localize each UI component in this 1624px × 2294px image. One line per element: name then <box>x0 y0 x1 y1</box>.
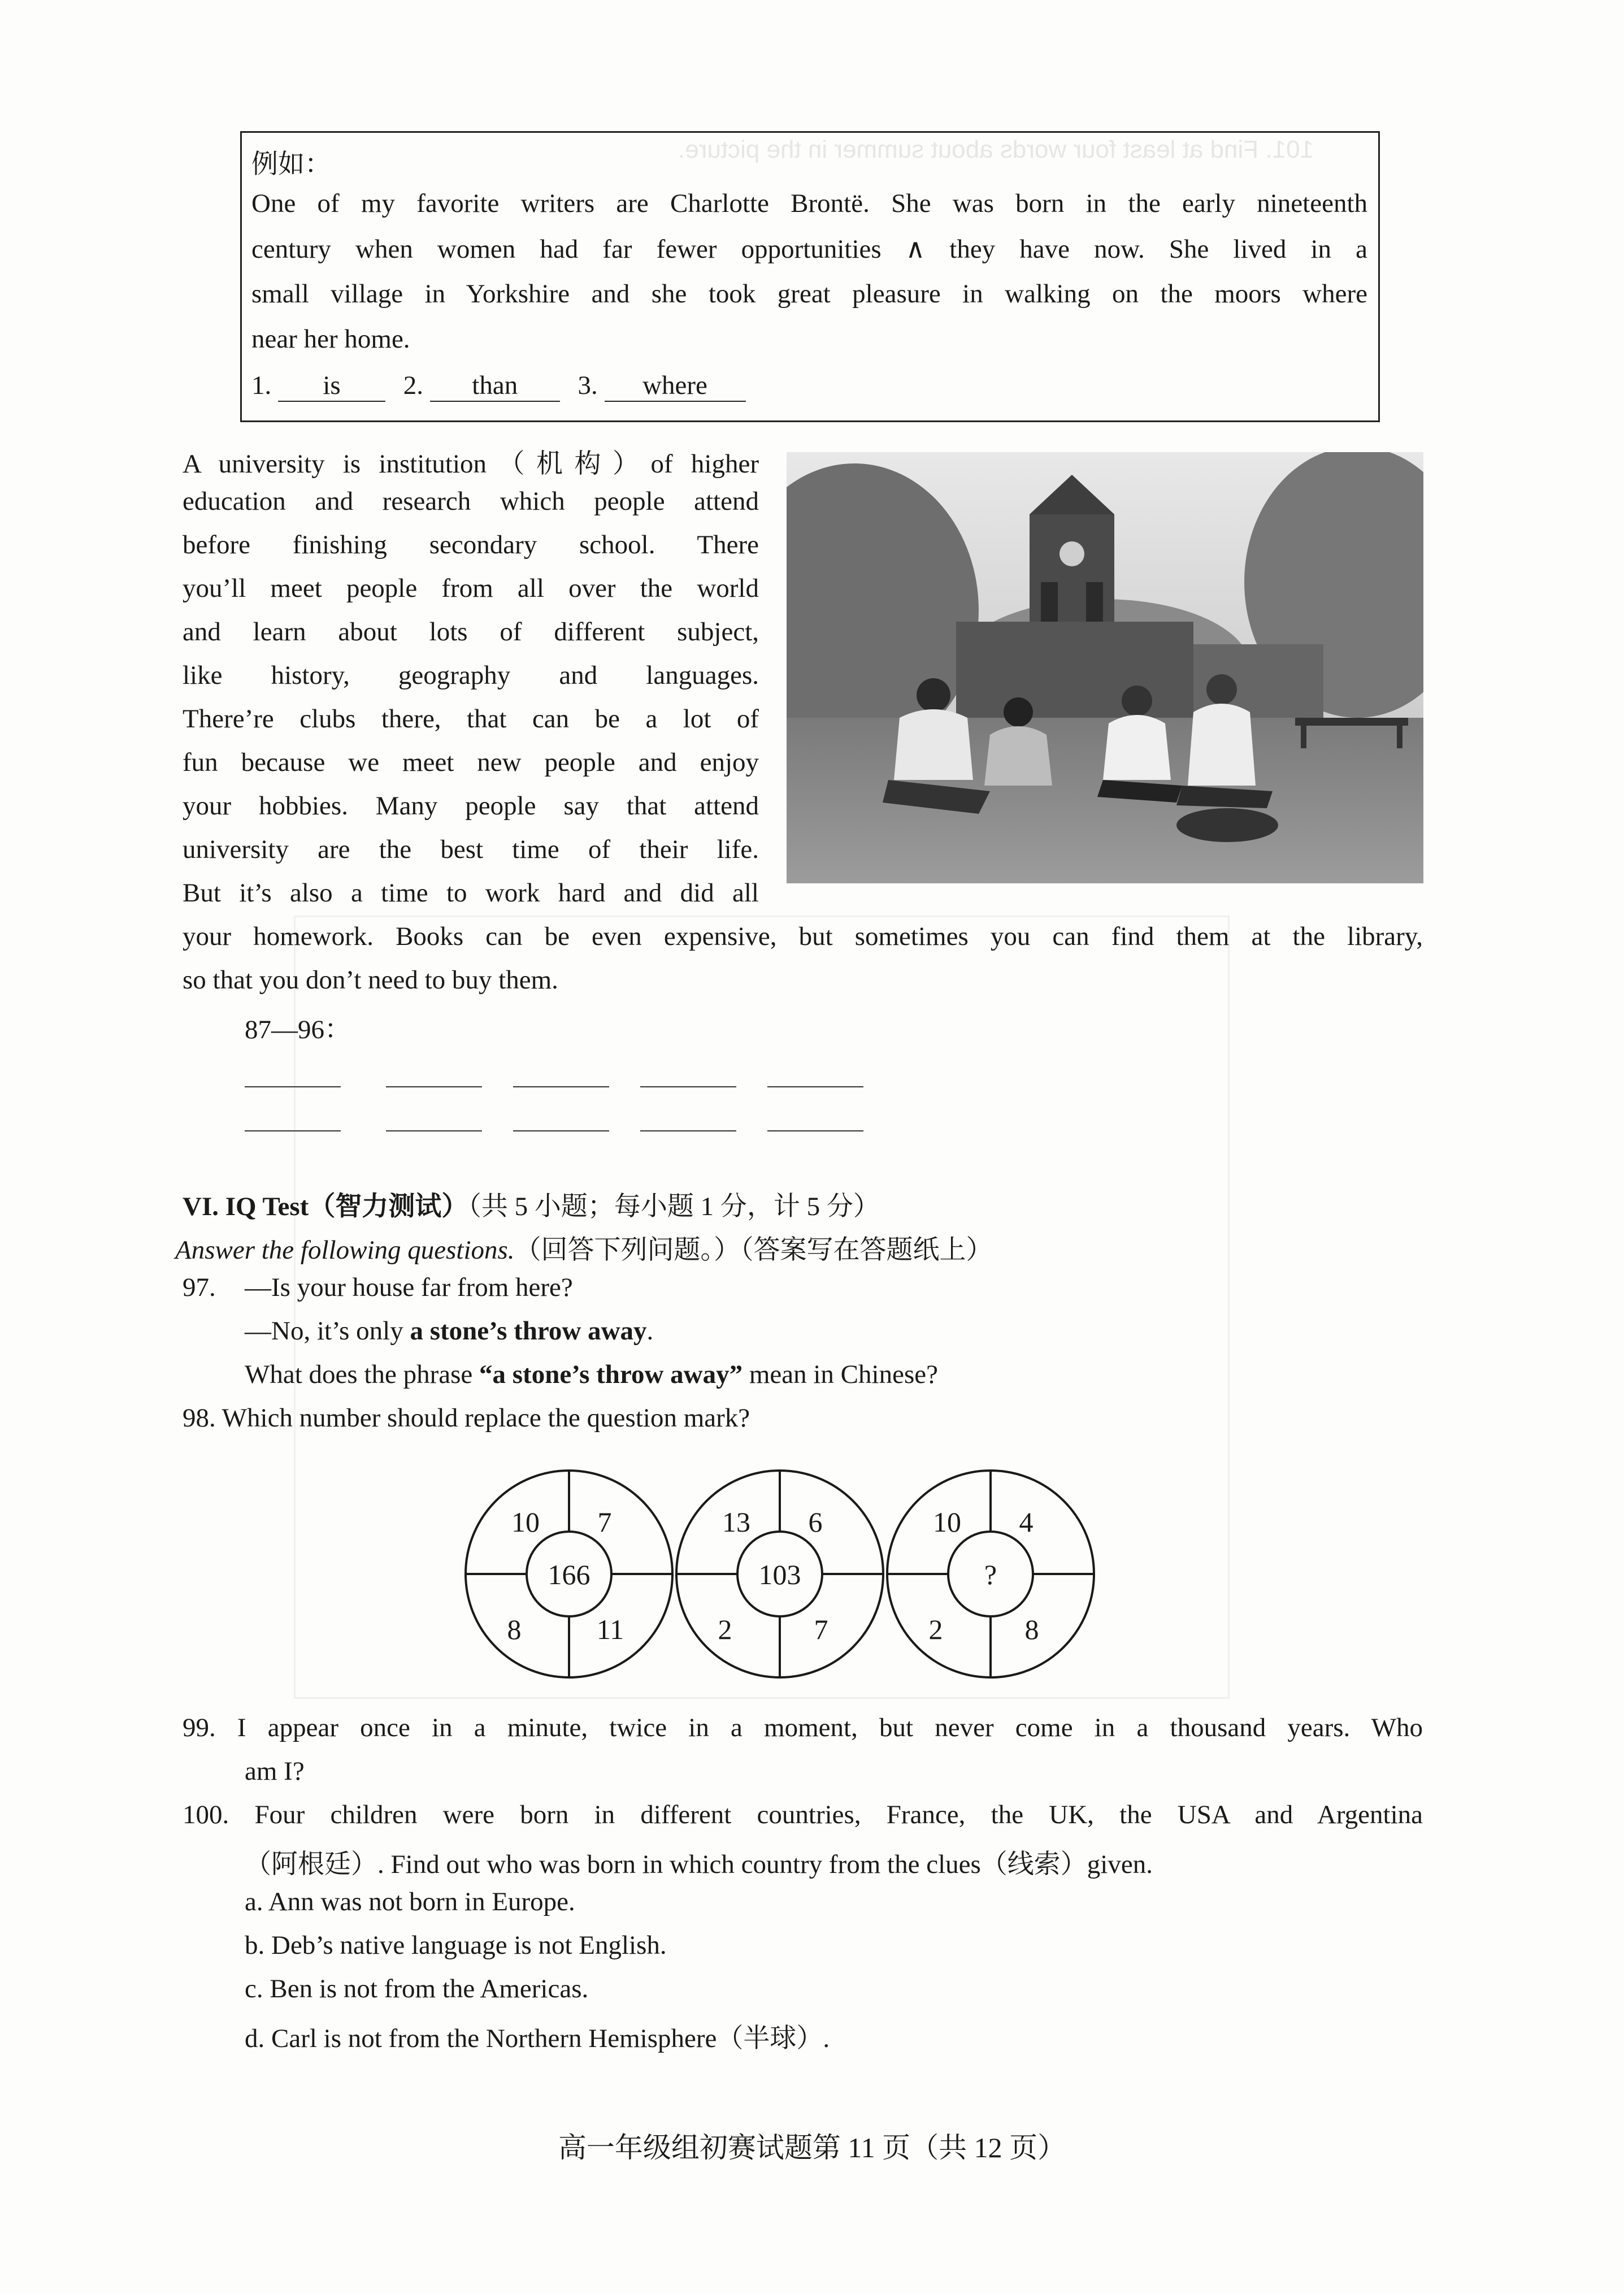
circle-1-bottom-left: 8 <box>507 1614 522 1645</box>
circle-2-center: 103 <box>758 1559 801 1590</box>
q98-circle-diagram <box>463 1467 1096 1681</box>
q99-line-2: am I? <box>245 1757 305 1786</box>
q98-text: 98. Which number should replace the question mark? <box>183 1403 750 1433</box>
q100-clue-b: b. Deb’s native language is not English. <box>245 1931 667 1960</box>
passage-line-4: you’ll meet people from all over the world <box>183 574 759 603</box>
circle-2-bottom-right: 7 <box>814 1614 828 1645</box>
passage-full-line-1: your homework. Books can be even expensive, but sometimes you can find them at the library, <box>183 922 1423 951</box>
circle-1-top-left: 10 <box>511 1506 540 1538</box>
passage-line-2: education and research which people attend <box>183 487 759 516</box>
q100-clue-d: d. Carl is not from the Northern Hemisphere（半球）. <box>245 2024 830 2053</box>
circle-3-bottom-left: 2 <box>928 1614 943 1645</box>
circle-1-bottom-right: 11 <box>596 1614 624 1645</box>
q97-line-1: —Is your house far from here? <box>245 1273 573 1302</box>
q100-clue-c: c. Ben is not from the Americas. <box>245 1974 589 2004</box>
answer-line <box>245 1130 341 1131</box>
section-6-instruction: Answer the following questions.（回答下列问题。）（答案写在答题纸上） <box>175 1235 993 1265</box>
example-line-1: One of my favorite writers are Charlotte Brontë. She was born in the early nineteenth <box>251 189 1367 218</box>
circle-1-center: 166 <box>548 1559 590 1590</box>
answer-line <box>245 1086 341 1087</box>
passage-full-line-2: so that you don’t need to buy them. <box>183 965 558 995</box>
passage-line-10: university are the best time of their life. <box>183 835 759 864</box>
example-answers: 1. is 2. than 3. where <box>251 370 746 402</box>
circle-2-top-right: 6 <box>808 1506 823 1538</box>
example-line-3: small village in Yorkshire and she took great pleasure in walking on the moors where <box>251 279 1367 309</box>
passage-line-6: like history, geography and languages. <box>183 661 759 690</box>
q100-line-2: （阿根廷）. Find out who was born in which country from the clues（线索）given. <box>245 1850 1153 1879</box>
passage-line-11: But it’s also a time to work hard and did all <box>183 878 759 908</box>
q97-line-3: What does the phrase “a stone’s throw away” mean in Chinese? <box>245 1360 938 1389</box>
example-box <box>240 131 1380 422</box>
example-answer-1: is <box>278 370 385 402</box>
q100-clue-a: a. Ann was not born in Europe. <box>245 1887 575 1916</box>
q97-line-2: —No, it’s only a stone’s throw away. <box>245 1316 654 1346</box>
answer-line <box>513 1130 609 1131</box>
circle-3-top-left: 10 <box>933 1506 961 1538</box>
passage-line-3: before finishing secondary school. There <box>183 530 759 560</box>
answer-line <box>386 1130 482 1131</box>
q100-line-1: 100. Four children were born in different countries, France, the UK, the USA and Argentina <box>183 1800 1423 1829</box>
passage-line-1: A university is institution（机构）of higher <box>183 449 759 479</box>
answer-line <box>513 1086 609 1087</box>
section-6-heading: VI. IQ Test（智力测试）（共 5 小题；每小题 1 分，计 5 分） <box>183 1192 880 1221</box>
passage-line-7: There’re clubs there, that can be a lot of <box>183 704 759 734</box>
passage-line-9: your hobbies. Many people say that attend <box>183 791 759 821</box>
example-label: 例如： <box>251 150 331 179</box>
page-footer: 高一年级组初赛试题第 11 页（共 12 页） <box>558 2132 1066 2163</box>
circle-3-top-right: 4 <box>1019 1506 1034 1538</box>
q99-line-1: 99. I appear once in a minute, twice in a moment, but never come in a thousand years. Who <box>183 1713 1423 1742</box>
answer-label-87-96: 87—96： <box>245 1015 351 1044</box>
circle-2-bottom-left: 2 <box>718 1614 732 1645</box>
example-answer-2: than <box>430 370 560 402</box>
university-photo <box>787 452 1423 883</box>
answer-line <box>767 1086 863 1087</box>
answer-line <box>640 1130 736 1131</box>
answer-line <box>386 1086 482 1087</box>
passage-line-5: and learn about lots of different subject, <box>183 617 759 647</box>
university-photo-illustration <box>787 452 1423 883</box>
example-line-2: century when women had far fewer opportunities ∧ they have now. She lived in a <box>251 235 1367 264</box>
bleed-through-text: 101. Find at least four words about summer in the picture. <box>678 136 1314 163</box>
answer-line <box>767 1130 863 1131</box>
circle-3-center: ? <box>984 1559 997 1590</box>
circle-2-top-left: 13 <box>722 1506 750 1538</box>
passage-line-8: fun because we meet new people and enjoy <box>183 748 759 777</box>
circle-3-bottom-right: 8 <box>1024 1614 1039 1645</box>
example-line-4: near her home. <box>251 324 410 354</box>
q97-number: 97. <box>183 1273 216 1302</box>
example-answer-3: where <box>605 370 746 402</box>
circle-1-top-right: 7 <box>597 1506 612 1538</box>
answer-line <box>640 1086 736 1087</box>
